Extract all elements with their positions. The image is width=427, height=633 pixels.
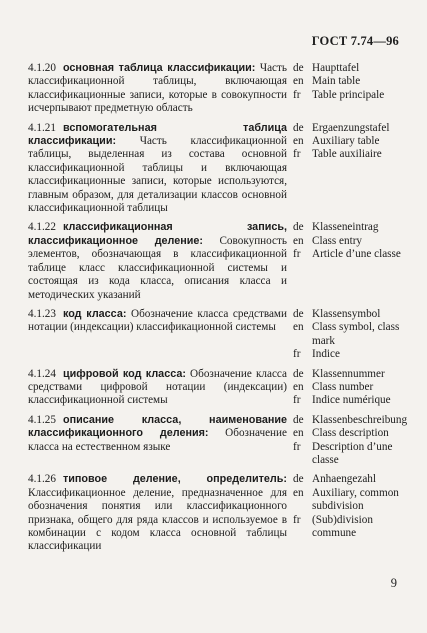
term-definition: Обозначение класса средствами нотации (индексации) классификационной системы (28, 307, 287, 334)
term-definition-column (28, 473, 287, 553)
term-entry-4-1-24 (28, 368, 408, 408)
term-definition: Обозначение класса на естественном языке (28, 427, 287, 453)
term-name: основная таблица классификации: (62, 62, 256, 74)
term-entry-4-1-26 (28, 473, 408, 553)
translation-en: en Class symbol, class mark (293, 321, 400, 347)
page-number: 9 (390, 576, 397, 590)
term-entry-4-1-25 (28, 414, 408, 468)
standard-designation: ГОСТ 7.74—96 (311, 34, 399, 48)
translation-de: de Haupttafel (293, 62, 360, 74)
translations-column (287, 473, 408, 553)
term-name: классификационная запись, классификационное деление: (28, 221, 287, 247)
term-name: типовое деление, определитель: (62, 473, 287, 486)
translation-de: de Klassennummer (293, 367, 385, 380)
translations-column (287, 221, 408, 301)
term-number: 4.1.23 (28, 307, 56, 320)
term-name: код класса: (62, 307, 127, 320)
term-name: цифровой код класса: (62, 367, 186, 380)
translation-fr: fr Indice (293, 348, 340, 361)
term-list (28, 62, 408, 554)
term-definition-column (28, 308, 287, 362)
translations-column (287, 62, 408, 116)
term-number: 4.1.20 (28, 62, 56, 74)
term-number: 4.1.26 (28, 473, 56, 486)
term-definition-column (28, 414, 287, 468)
translation-en: en Auxiliary table (293, 135, 380, 148)
term-entry-4-1-23 (28, 308, 408, 362)
translations-column (287, 414, 408, 468)
term-definition-column (28, 368, 287, 408)
translation-de: de Klassensymbol (293, 307, 381, 320)
term-definition-column (28, 122, 287, 216)
translation-fr: fr (Sub)division commune (293, 513, 373, 539)
term-entry-4-1-21 (28, 122, 408, 216)
term-definition: Часть классификационной таблицы, выделенная из состава основной классификационной таблицы и включающая классификационные записи, которые используются, главным образом, для детализации классов основной классификационной таблицы (28, 135, 288, 215)
translation-en: en Class entry (293, 234, 363, 247)
translations-column (287, 122, 408, 216)
term-definition: Совокупность элементов, обозначающая в классификационной таблице класс классификационной системы и состоящая из кода класса, описания класса и методических указаний (28, 234, 287, 301)
translation-fr: fr Table principale (293, 88, 385, 101)
term-number: 4.1.24 (28, 367, 56, 380)
term-definition-column (28, 221, 287, 301)
term-number: 4.1.22 (28, 221, 56, 234)
translation-en: en Main table (293, 75, 361, 88)
term-definition-column (28, 62, 287, 116)
translation-de: de Ergaenzungstafel (293, 121, 390, 134)
term-number: 4.1.25 (28, 413, 56, 426)
term-number: 4.1.21 (28, 121, 56, 134)
translation-fr: fr Table auxiliaire (293, 148, 382, 161)
translation-en: en Class number (293, 380, 374, 393)
translation-fr: fr Indice numérique (293, 394, 391, 407)
translation-de: de Klassenbeschreibung (293, 413, 408, 426)
term-name: описание класса, наименование классификационного деления: (28, 413, 287, 440)
translations-column (287, 368, 408, 408)
term-name: вспомогательная таблица классификации: (28, 121, 287, 148)
term-entry-4-1-20 (28, 62, 408, 116)
term-definition: Классификационное деление, предназначенное для обозначения понятия или классификационного признака, общего для ряда классов и используемое в комбинации с кодом класса основной таблицы классификации (28, 486, 287, 553)
translation-de: de Klasseneintrag (293, 221, 379, 234)
translation-fr: fr Article d’une classe (293, 248, 401, 261)
translation-en: en Auxiliary, common subdivision (293, 486, 399, 513)
term-definition: Часть классификационной таблицы, включающая классификационные записи, которые в совокупности исчерпывают предметную область (28, 62, 288, 115)
translations-column (287, 308, 408, 362)
translation-de: de Anhaengezahl (293, 473, 376, 486)
term-entry-4-1-22 (28, 221, 408, 301)
translation-en: en Class description (293, 427, 389, 440)
translation-fr: fr Description d’une classe (293, 440, 393, 466)
term-definition: Обозначение класса средствами цифровой нотации (индексации) классификационной системы (28, 367, 287, 407)
